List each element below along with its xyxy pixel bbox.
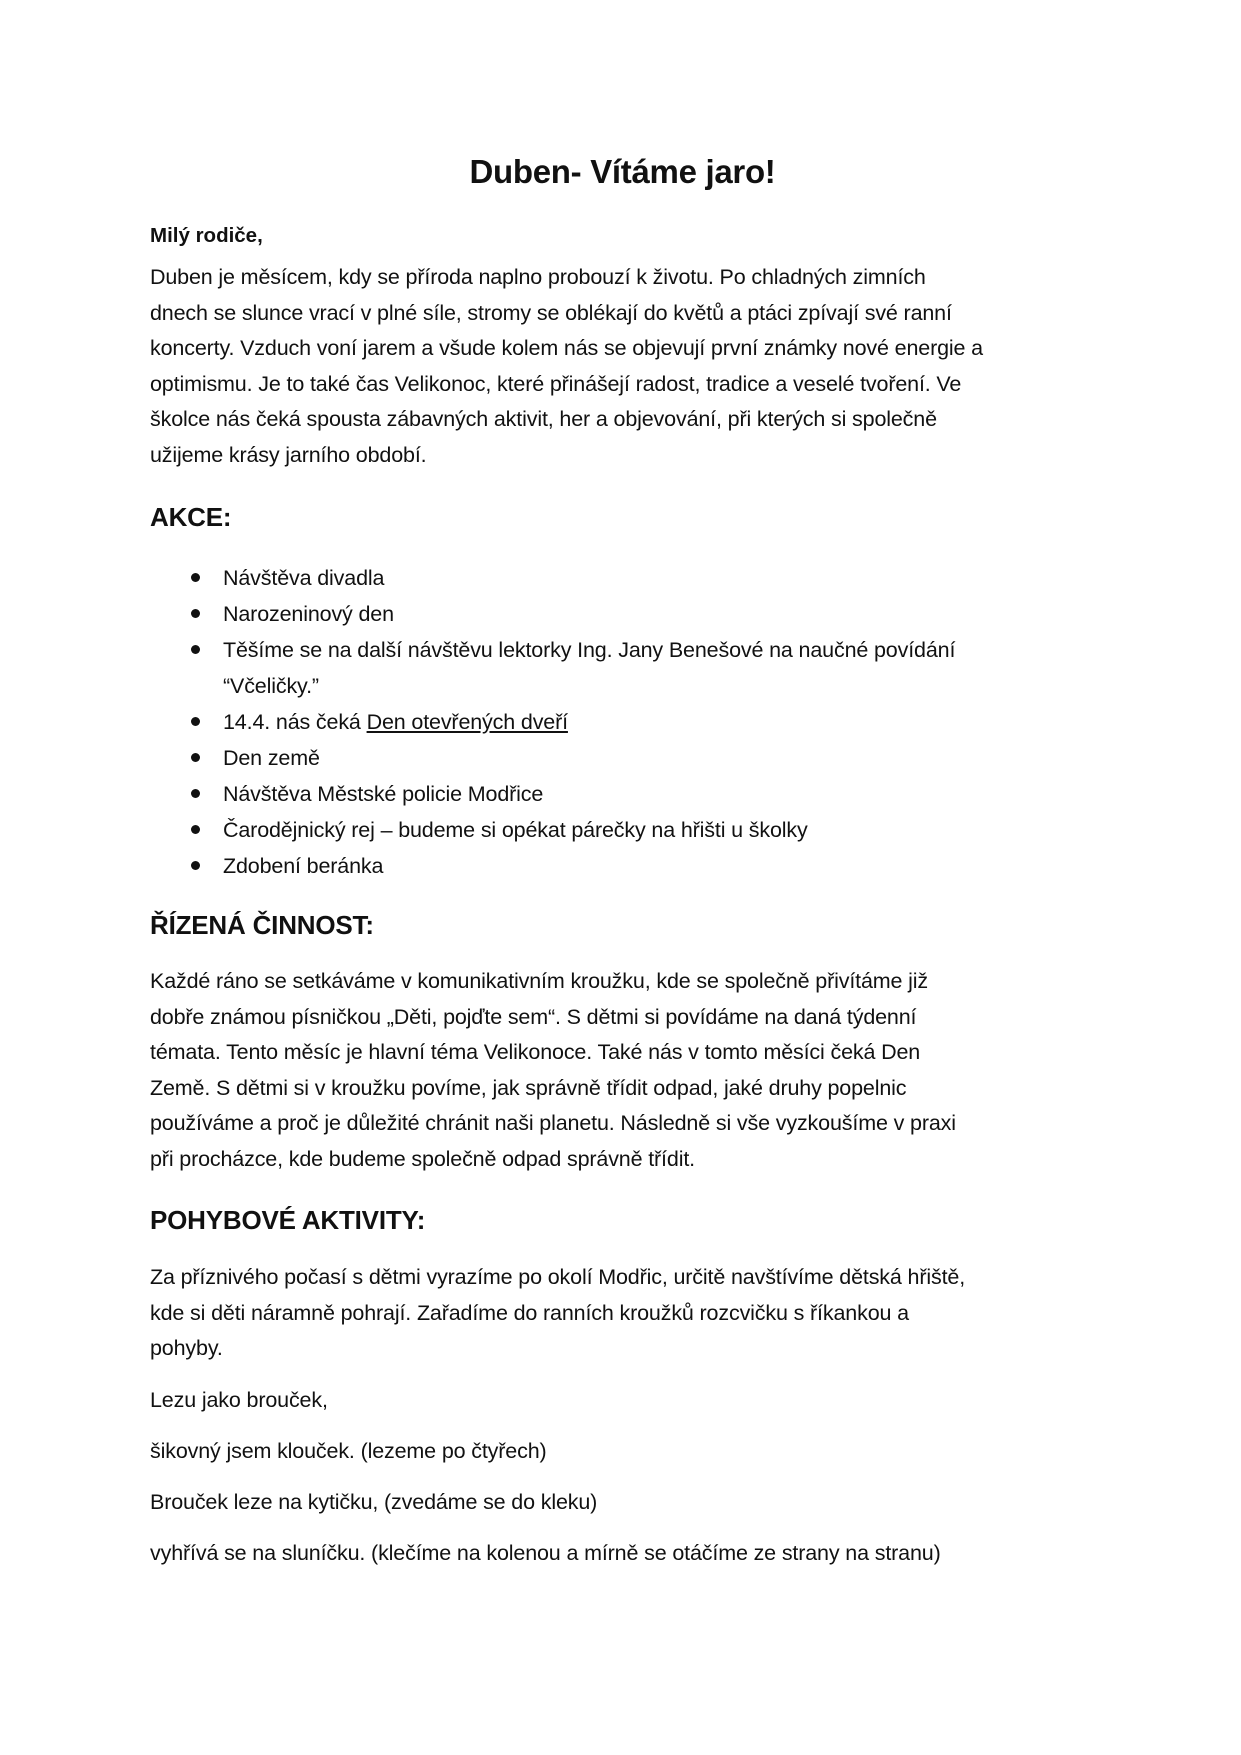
list-item bbox=[150, 848, 1095, 884]
pohybove-aktivity-paragraph bbox=[150, 1260, 1095, 1367]
verse-line: Lezu jako brouček, bbox=[150, 1388, 328, 1412]
list-item bbox=[150, 596, 1095, 632]
list-item bbox=[150, 812, 1095, 848]
list-item-text: Zdobení beránka bbox=[223, 854, 384, 878]
intro-line: Duben je měsícem, kdy se příroda naplno probouzí k životu. Po chladných zimních bbox=[150, 265, 926, 289]
list-item-text: “Včeličky.” bbox=[223, 674, 319, 698]
akce-list bbox=[150, 560, 1095, 884]
page-title: Duben- Vítáme jaro! bbox=[469, 153, 776, 190]
intro-paragraph bbox=[150, 260, 1095, 473]
list-item bbox=[150, 776, 1095, 812]
bullet-icon bbox=[191, 861, 200, 870]
bullet-icon bbox=[191, 609, 200, 618]
list-item-text bbox=[223, 704, 1095, 740]
paragraph-line: témata. Tento měsíc je hlavní téma Velikonoce. Také nás v tomto měsíci čeká Den bbox=[150, 1040, 921, 1064]
verse-line: Brouček leze na kytičku, (zvedáme se do kleku) bbox=[150, 1490, 598, 1514]
list-item-text: Těšíme se na další návštěvu lektorky Ing. Jany Benešové na naučné povídání bbox=[223, 638, 956, 662]
paragraph-line: pohyby. bbox=[150, 1336, 223, 1360]
paragraph-line: používáme a proč je důležité chránit naši planetu. Následně si vše vyzkoušíme v praxi bbox=[150, 1111, 956, 1135]
intro-line: optimismu. Je to také čas Velikonoc, které přinášejí radost, tradice a veselé tvoření. Ve bbox=[150, 371, 962, 396]
verse-line: šikovný jsem klouček. (lezeme po čtyřech) bbox=[150, 1439, 547, 1463]
list-item-text: Narozeninový den bbox=[223, 602, 394, 626]
list-item-text: Den země bbox=[223, 746, 320, 770]
verse-line: vyhřívá se na sluníčku. (klečíme na kolenou a mírně se otáčíme ze strany na stranu) bbox=[150, 1541, 941, 1565]
rizena-cinnost-paragraph bbox=[150, 964, 1095, 1177]
list-item-text: Čarodějnický rej – budeme si opékat párečky na hřišti u školky bbox=[223, 818, 808, 842]
intro-line: koncerty. Vzduch voní jarem a všude kolem nás se objevují první známky nové energie a bbox=[150, 336, 983, 360]
intro-line: školce nás čeká spousta zábavných aktivit, her a objevování, při kterých si společně bbox=[150, 407, 937, 431]
intro-line: užijeme krásy jarního období. bbox=[150, 442, 427, 467]
bullet-icon bbox=[191, 789, 200, 798]
paragraph-line: při procházce, kde budeme společně odpad správně třídit. bbox=[150, 1146, 695, 1171]
paragraph-line: Každé ráno se setkáváme v komunikativním kroužku, kde se společně přivítáme již bbox=[150, 969, 929, 993]
bullet-icon bbox=[191, 753, 200, 762]
bullet-icon bbox=[191, 717, 200, 726]
section-heading-pohybove-aktivity: POHYBOVÉ AKTIVITY: bbox=[150, 1205, 426, 1235]
list-item-prefix: 14.4. nás čeká bbox=[223, 710, 367, 734]
list-item bbox=[150, 632, 1095, 704]
bullet-icon bbox=[191, 573, 200, 582]
greeting: Milý rodiče, bbox=[150, 224, 263, 247]
bullet-icon bbox=[191, 645, 200, 654]
section-heading-akce: AKCE: bbox=[150, 502, 232, 532]
intro-line: dnech se slunce vrací v plné síle, stromy se oblékají do květů a ptáci zpívají své ranní bbox=[150, 300, 952, 325]
list-item bbox=[150, 560, 1095, 596]
bullet-icon bbox=[191, 825, 200, 834]
paragraph-line: kde si děti náramně pohrají. Zařadíme do ranních kroužků rozcvičku s říkankou a bbox=[150, 1300, 909, 1325]
list-item-text: Návštěva divadla bbox=[223, 566, 385, 590]
paragraph-line: Za příznivého počasí s dětmi vyrazíme po okolí Modřic, určitě navštívíme dětská hřiště, bbox=[150, 1265, 966, 1289]
list-item-text: Návštěva Městské policie Modřice bbox=[223, 782, 544, 806]
section-heading-rizena-cinnost: ŘÍZENÁ ČINNOST: bbox=[150, 910, 374, 940]
paragraph-line: Země. S dětmi si v kroužku povíme, jak správně třídit odpad, jaké druhy popelnic bbox=[150, 1075, 907, 1100]
paragraph-line: dobře známou písničkou „Děti, pojďte sem“. S dětmi si povídáme na daná týdenní bbox=[150, 1004, 917, 1029]
open-day-link[interactable]: Den otevřených dveří bbox=[366, 710, 568, 734]
list-item bbox=[150, 740, 1095, 776]
list-item bbox=[150, 704, 1095, 740]
